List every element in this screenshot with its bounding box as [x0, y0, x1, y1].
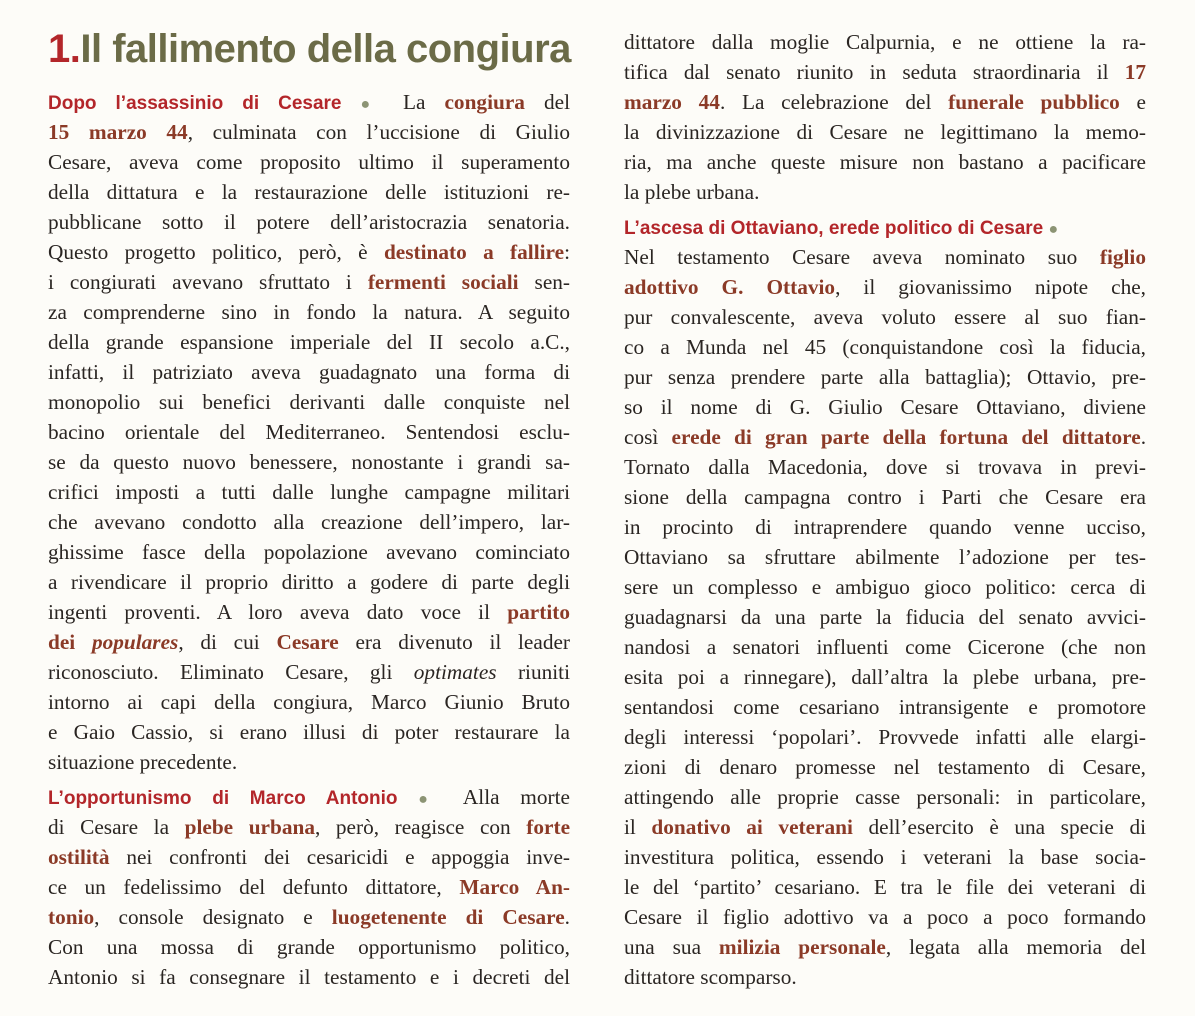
text-line: Dopo l’assassinio di Cesare ● La congiura del [48, 90, 571, 114]
right-column [624, 27, 1146, 992]
text-line: una sua milizia personale, legata alla memoria del [624, 935, 1146, 959]
text-line: pubblicane sotto il potere dell’aristocrazia senatoria. [48, 210, 570, 234]
text-line: così erede di gran parte della fortuna del dittatore. [624, 425, 1147, 449]
text-line: ghissime fasce della popolazione avevano cominciato [48, 540, 570, 564]
text-line: Cesare, aveva come proposito ultimo il superamento [48, 150, 570, 174]
bullet-icon: ● [360, 96, 384, 113]
text-line: pur senza prendere parte alla battaglia); Ottavio, pre- [624, 365, 1146, 389]
text-line: Nel testamento Cesare aveva nominato suo figlio [624, 245, 1146, 269]
section-heading-antonio: L’opportunismo di Marco Antonio [48, 788, 398, 809]
text-line: bacino orientale del Mediterraneo. Sentendosi esclu- [48, 420, 570, 444]
text-line: za comprenderne sino in fondo la natura. A seguito [48, 300, 570, 324]
text-line: sere un complesso e ambiguo gioco politico: cerca di [624, 575, 1146, 599]
text-line: Cesare il figlio adottivo va a poco a poco formando [624, 905, 1146, 929]
text-line: riconosciuto. Eliminato Cesare, gli optimates riuniti [48, 660, 571, 684]
text-line: situazione precedente. [48, 750, 238, 774]
text-line: ria, ma anche queste misure non bastano a pacificare [624, 150, 1146, 174]
text-line: tifica dal senato riunito in seduta straordinaria il 17 [624, 60, 1147, 84]
text-line: attingendo alle proprie casse personali: in particolare, [624, 785, 1146, 809]
text-line: crifici imposti a tutti dalle lunghe campagne militari [48, 480, 570, 504]
text-line: sione della campagna contro i Parti che Cesare era [624, 485, 1146, 509]
chapter-title-text: Il fallimento della congiura [80, 27, 571, 71]
text-line: sentandosi come cesariano intransigente e promotore [624, 695, 1146, 719]
chapter-number: 1. [48, 27, 81, 71]
text-line: intorno ai capi della congiura, Marco Giunio Bruto [48, 690, 570, 714]
text-line: 15 marzo 44, culminata con l’uccisione di Giulio [48, 120, 571, 144]
text-line: guadagnarsi da una parte la fiducia del senato avvici- [624, 605, 1146, 629]
text-line: degli interessi ‘popolari’. Provvede infatti alle elargi- [624, 725, 1146, 749]
bullet-icon: ● [1048, 221, 1059, 238]
text-line: i congiurati avevano sfruttato i fermenti sociali sen- [48, 270, 571, 294]
text-line: di Cesare la plebe urbana, però, reagisce con forte [48, 815, 571, 839]
text-line: infatti, il patriziato aveva guadagnato una forma di [48, 360, 570, 384]
text-line: la divinizzazione di Cesare ne legittimano la memo- [624, 120, 1146, 144]
text-line: esita poi a rinnegare), dall’altra la plebe urbana, pre- [624, 665, 1146, 689]
text-line: ostilità nei confronti dei cesaricidi e appoggia inve- [48, 845, 570, 869]
text-line: monopolio sui benefici derivanti dalle conquiste nel [48, 390, 570, 414]
text-line: tonio, console designato e luogetenente di Cesare. [48, 905, 570, 929]
text-line: Antonio si fa consegnare il testamento e i decreti del [48, 965, 570, 989]
text-line: marzo 44. La celebrazione del funerale pubblico e [624, 90, 1146, 114]
text-line: dei populares, di cui Cesare era divenuto il leader [48, 630, 571, 654]
text-line: investitura politica, essendo i veterani la base socia- [624, 845, 1146, 869]
bullet-icon: ● [418, 791, 444, 808]
text-line: le del ‘partito’ cesariano. E tra le file dei veterani di [624, 875, 1146, 899]
left-column [48, 87, 570, 992]
text-line: della dittatura e la restaurazione delle istituzioni re- [48, 180, 570, 204]
text-line: in procinto di intraprendere quando venne ucciso, [624, 515, 1146, 539]
text-line: ingenti proventi. A loro aveva dato voce il partito [48, 600, 570, 624]
text-line: ce un fedelissimo del defunto dittatore, Marco An- [48, 875, 570, 899]
text-line: Tornato dalla Macedonia, dove si trovava in previ- [624, 455, 1146, 479]
text-line [624, 212, 1146, 242]
text-line: della grande espansione imperiale del II secolo a.C., [48, 330, 570, 354]
text-line: dittatore scomparso. [624, 965, 797, 989]
text-line: so il nome di G. Giulio Cesare Ottaviano, diviene [624, 395, 1146, 419]
text-line: pur convalescente, aveva voluto essere al suo fian- [624, 305, 1146, 329]
text-line: che avevano condotto alla creazione dell’impero, lar- [48, 510, 570, 534]
chapter-title [48, 22, 571, 76]
text-line: se da questo nuovo benessere, nonostante i grandi sa- [48, 450, 570, 474]
text-line: a rivendicare il proprio diritto a godere di parte degli [48, 570, 570, 594]
text-line: zioni di denaro promesse nel testamento di Cesare, [624, 755, 1146, 779]
text-line: nandosi a senatori influenti come Cicerone (che non [624, 635, 1146, 659]
section-heading-ottaviano: L’ascesa di Ottaviano, erede politico di Cesare [624, 218, 1044, 239]
text-line: adottivo G. Ottavio, il giovanissimo nipote che, [624, 275, 1146, 299]
text-line: L’opportunismo di Marco Antonio ● Alla morte [48, 785, 570, 809]
text-line: la plebe urbana. [624, 180, 760, 204]
text-line: dittatore dalla moglie Calpurnia, e ne ottiene la ra- [624, 30, 1146, 54]
text-line: il donativo ai veterani dell’esercito è una specie di [624, 815, 1147, 839]
text-line: Con una mossa di grande opportunismo politico, [48, 935, 570, 959]
text-line: e Gaio Cassio, si erano illusi di poter restaurare la [48, 720, 570, 744]
text-line: co a Munda nel 45 (conquistandone così la fiducia, [624, 335, 1146, 359]
section-heading-assassinio: Dopo l’assassinio di Cesare [48, 93, 342, 114]
text-line: Ottaviano sa sfruttare abilmente l’adozione per tes- [624, 545, 1146, 569]
text-line: Questo progetto politico, però, è destinato a fallire: [48, 240, 570, 264]
